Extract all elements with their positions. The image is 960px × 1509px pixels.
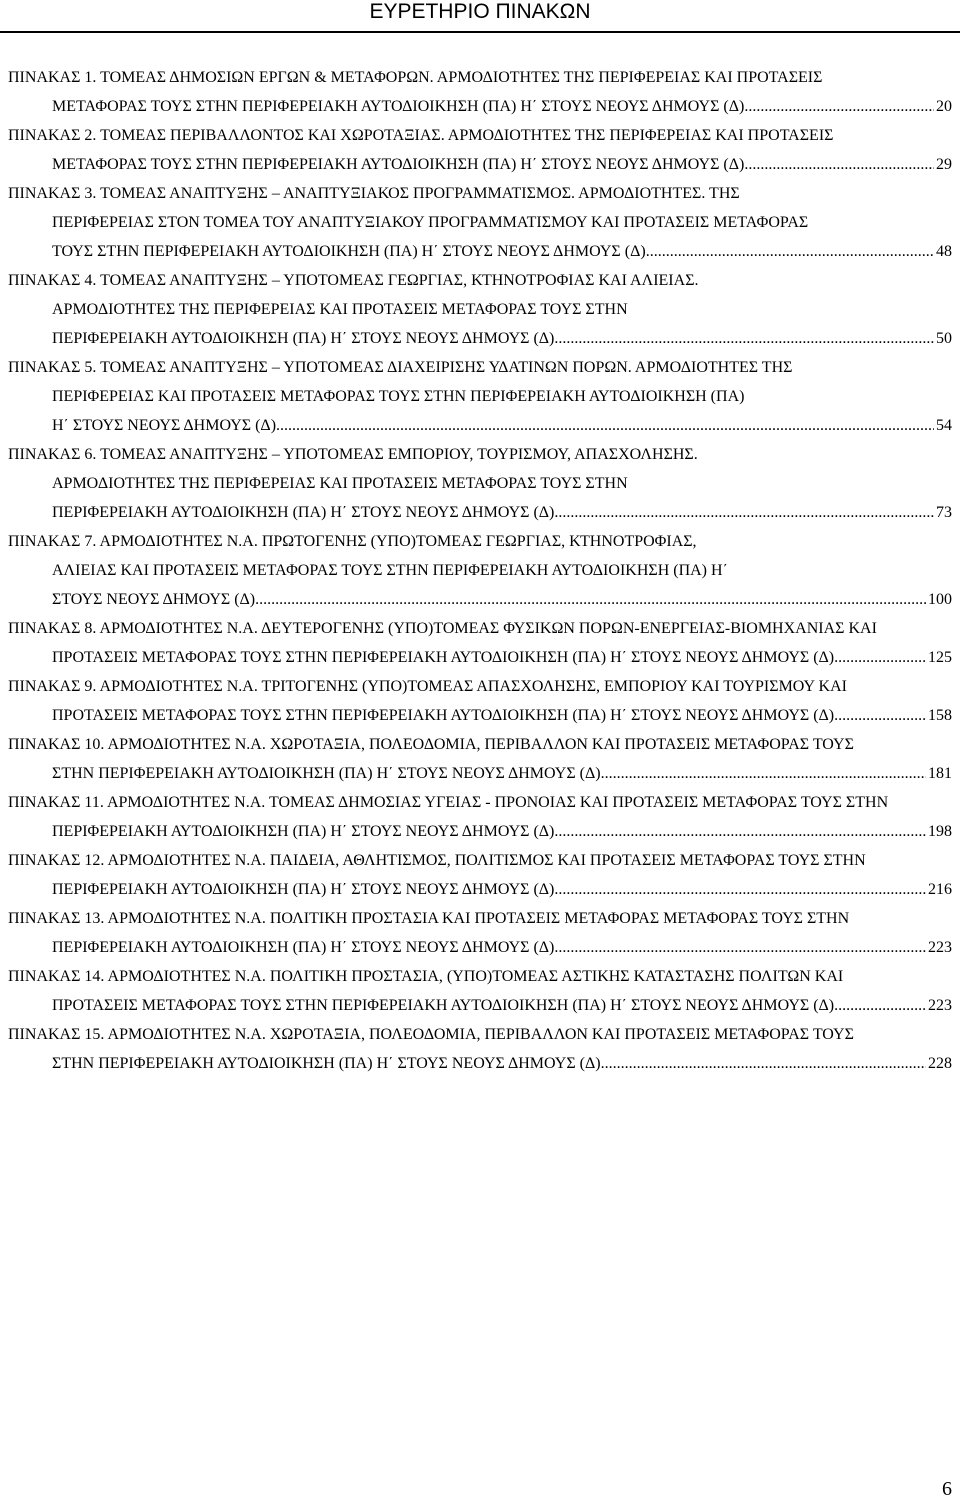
leader-dots [554,498,934,527]
toc-entry[interactable] [8,788,952,846]
toc-entry-line: ΑΡΜΟΔΙΟΤΗΤΕΣ ΤΗΣ ΠΕΡΙΦΕΡΕΙΑΣ ΚΑΙ ΠΡΟΤΑΣΕΙΣ ΜΕΤΑΦΟΡΑΣ ΤΟΥΣ ΣΤΗΝ [52,475,628,492]
toc-entry[interactable] [8,440,952,527]
toc-entry-line: ΠΙΝΑΚΑΣ 12. ΑΡΜΟΔΙΟΤΗΤΕΣ Ν.Α. ΠΑΙΔΕΙΑ, ΑΘΛΗΤΙΣΜΟΣ, ΠΟΛΙΤΙΣΜΟΣ ΚΑΙ ΠΡΟΤΑΣΕΙΣ ΜΕΤΑΦΟΡΑΣ ΤΟΥΣ ΣΤΗΝ [8,852,866,869]
toc-entry-last-line [8,92,952,121]
toc-entry-line: ΣΤΗΝ ΠΕΡΙΦΕΡΕΙΑΚΗ ΑΥΤΟΔΙΟΙΚΗΣΗ (ΠΑ) Η΄ ΣΤΟΥΣ ΝΕΟΥΣ ΔΗΜΟΥΣ (Δ) [52,765,601,782]
toc-entry-line: ΜΕΤΑΦΟΡΑΣ ΤΟΥΣ ΣΤΗΝ ΠΕΡΙΦΕΡΕΙΑΚΗ ΑΥΤΟΔΙΟΙΚΗΣΗ (ΠΑ) Η΄ ΣΤΟΥΣ ΝΕΟΥΣ ΔΗΜΟΥΣ (Δ) [52,98,745,115]
toc-entry[interactable] [8,962,952,1020]
toc-entry[interactable] [8,846,952,904]
toc-entry-line: ΠΙΝΑΚΑΣ 1. ΤΟΜΕΑΣ ΔΗΜΟΣΙΩΝ ΕΡΓΩΝ & ΜΕΤΑΦΟΡΩΝ. ΑΡΜΟΔΙΟΤΗΤΕΣ ΤΗΣ ΠΕΡΙΦΕΡΕΙΑΣ ΚΑΙ ΠΡΟΤΑΣΕΙΣ [8,69,823,86]
toc-entry-last-line [8,759,952,788]
leader-dots [554,817,926,846]
toc-entry-line: ΠΙΝΑΚΑΣ 10. ΑΡΜΟΔΙΟΤΗΤΕΣ Ν.Α. ΧΩΡΟΤΑΞΙΑ, ΠΟΛΕΟΔΟΜΙΑ, ΠΕΡΙΒΑΛΛΟΝ ΚΑΙ ΠΡΟΤΑΣΕΙΣ ΜΕΤΑΦΟΡΑΣ ΤΟΥΣ [8,736,854,753]
toc-entry-line: ΠΕΡΙΦΕΡΕΙΑΚΗ ΑΥΤΟΔΙΟΙΚΗΣΗ (ΠΑ) Η΄ ΣΤΟΥΣ ΝΕΟΥΣ ΔΗΜΟΥΣ (Δ) [52,504,555,521]
toc-page-number: 228 [928,1055,952,1072]
toc-entry-line: ΠΙΝΑΚΑΣ 3. ΤΟΜΕΑΣ ΑΝΑΠΤΥΞΗΣ – ΑΝΑΠΤΥΞΙΑΚΟΣ ΠΡΟΓΡΑΜΜΑΤΙΣΜΟΣ. ΑΡΜΟΔΙΟΤΗΤΕΣ. ΤΗΣ [8,185,740,202]
toc-entry[interactable] [8,121,952,179]
title-rule [0,31,960,33]
toc-page-number: 54 [936,417,952,434]
table-of-contents [8,63,952,1078]
toc-entry-line: ΠΙΝΑΚΑΣ 8. ΑΡΜΟΔΙΟΤΗΤΕΣ Ν.Α. ΔΕΥΤΕΡΟΓΕΝΗΣ (ΥΠΟ)ΤΟΜΕΑΣ ΦΥΣΙΚΩΝ ΠΟΡΩΝ-ΕΝΕΡΓΕΙΑΣ-ΒΙΟΜΗΧΑΝΙΑΣ ΚΑΙ [8,620,877,637]
toc-entry-last-line [8,237,952,266]
toc-entry-line: ΑΛΙΕΙΑΣ ΚΑΙ ΠΡΟΤΑΣΕΙΣ ΜΕΤΑΦΟΡΑΣ ΤΟΥΣ ΣΤΗΝ ΠΕΡΙΦΕΡΕΙΑΚΗ ΑΥΤΟΔΙΟΙΚΗΣΗ (ΠΑ) Η΄ [52,562,728,579]
toc-page-number: 50 [936,330,952,347]
toc-entry-last-line [8,991,952,1020]
toc-entry-line: Η΄ ΣΤΟΥΣ ΝΕΟΥΣ ΔΗΜΟΥΣ (Δ) [52,417,277,434]
toc-entry-line: ΠΙΝΑΚΑΣ 15. ΑΡΜΟΔΙΟΤΗΤΕΣ Ν.Α. ΧΩΡΟΤΑΞΙΑ, ΠΟΛΕΟΔΟΜΙΑ, ΠΕΡΙΒΑΛΛΟΝ ΚΑΙ ΠΡΟΤΑΣΕΙΣ ΜΕΤΑΦΟΡΑΣ ΤΟΥΣ [8,1026,854,1043]
leader-dots [646,237,934,266]
toc-page-number: 181 [928,765,952,782]
toc-entry-last-line [8,498,952,527]
leader-dots [601,1049,926,1078]
leader-dots [834,643,926,672]
toc-entry-line: ΠΡΟΤΑΣΕΙΣ ΜΕΤΑΦΟΡΑΣ ΤΟΥΣ ΣΤΗΝ ΠΕΡΙΦΕΡΕΙΑΚΗ ΑΥΤΟΔΙΟΙΚΗΣΗ (ΠΑ) Η΄ ΣΤΟΥΣ ΝΕΟΥΣ ΔΗΜΟΥΣ (Δ) [52,649,835,666]
toc-entry[interactable] [8,904,952,962]
toc-entry[interactable] [8,672,952,730]
toc-entry-line: ΠΕΡΙΦΕΡΕΙΑΣ ΣΤΟΝ ΤΟΜΕΑ ΤΟΥ ΑΝΑΠΤΥΞΙΑΚΟΥ ΠΡΟΓΡΑΜΜΑΤΙΣΜΟΥ ΚΑΙ ΠΡΟΤΑΣΕΙΣ ΜΕΤΑΦΟΡΑΣ [52,214,809,231]
page-title: ΕΥΡΕΤΗΡΙΟ ΠΙΝΑΚΩΝ [369,0,591,23]
toc-page-number: 125 [928,649,952,666]
toc-page-number: 100 [928,591,952,608]
toc-page-number: 198 [928,823,952,840]
toc-entry-line: ΠΙΝΑΚΑΣ 7. ΑΡΜΟΔΙΟΤΗΤΕΣ Ν.Α. ΠΡΩΤΟΓΕΝΗΣ (ΥΠΟ)ΤΟΜΕΑΣ ΓΕΩΡΓΙΑΣ, ΚΤΗΝΟΤΡΟΦΙΑΣ, [8,533,697,550]
leader-dots [601,759,926,788]
toc-entry[interactable] [8,527,952,614]
toc-entry-line: ΠΙΝΑΚΑΣ 13. ΑΡΜΟΔΙΟΤΗΤΕΣ Ν.Α. ΠΟΛΙΤΙΚΗ ΠΡΟΣΤΑΣΙΑ ΚΑΙ ΠΡΟΤΑΣΕΙΣ ΜΕΤΑΦΟΡΑΣ ΜΕΤΑΦΟΡΑΣ ΤΟΥΣ ΣΤΗΝ [8,910,850,927]
toc-entry-line: ΜΕΤΑΦΟΡΑΣ ΤΟΥΣ ΣΤΗΝ ΠΕΡΙΦΕΡΕΙΑΚΗ ΑΥΤΟΔΙΟΙΚΗΣΗ (ΠΑ) Η΄ ΣΤΟΥΣ ΝΕΟΥΣ ΔΗΜΟΥΣ (Δ) [52,156,745,173]
leader-dots [834,991,926,1020]
toc-entry[interactable] [8,353,952,440]
toc-entry-line: ΤΟΥΣ ΣΤΗΝ ΠΕΡΙΦΕΡΕΙΑΚΗ ΑΥΤΟΔΙΟΙΚΗΣΗ (ΠΑ) Η΄ ΣΤΟΥΣ ΝΕΟΥΣ ΔΗΜΟΥΣ (Δ) [52,243,646,260]
leader-dots [744,92,934,121]
toc-entry-last-line [8,701,952,730]
toc-entry[interactable] [8,179,952,266]
page-number: 6 [942,1478,952,1500]
toc-entry-last-line [8,933,952,962]
toc-entry-line: ΠΙΝΑΚΑΣ 2. ΤΟΜΕΑΣ ΠΕΡΙΒΑΛΛΟΝΤΟΣ ΚΑΙ ΧΩΡΟΤΑΞΙΑΣ. ΑΡΜΟΔΙΟΤΗΤΕΣ ΤΗΣ ΠΕΡΙΦΕΡΕΙΑΣ ΚΑΙ ΠΡΟΤΑΣΕΙΣ [8,127,834,144]
toc-entry-line: ΠΡΟΤΑΣΕΙΣ ΜΕΤΑΦΟΡΑΣ ΤΟΥΣ ΣΤΗΝ ΠΕΡΙΦΕΡΕΙΑΚΗ ΑΥΤΟΔΙΟΙΚΗΣΗ (ΠΑ) Η΄ ΣΤΟΥΣ ΝΕΟΥΣ ΔΗΜΟΥΣ (Δ) [52,997,835,1014]
toc-entry[interactable] [8,614,952,672]
toc-entry-line: ΠΕΡΙΦΕΡΕΙΑΚΗ ΑΥΤΟΔΙΟΙΚΗΣΗ (ΠΑ) Η΄ ΣΤΟΥΣ ΝΕΟΥΣ ΔΗΜΟΥΣ (Δ) [52,823,555,840]
toc-page-number: 216 [928,881,952,898]
toc-entry-last-line [8,875,952,904]
toc-entry[interactable] [8,1020,952,1078]
toc-entry[interactable] [8,266,952,353]
leader-dots [276,411,934,440]
toc-entry-last-line [8,411,952,440]
toc-entry-line: ΠΕΡΙΦΕΡΕΙΑΚΗ ΑΥΤΟΔΙΟΙΚΗΣΗ (ΠΑ) Η΄ ΣΤΟΥΣ ΝΕΟΥΣ ΔΗΜΟΥΣ (Δ) [52,330,555,347]
toc-entry-last-line [8,817,952,846]
toc-entry-line: ΠΡΟΤΑΣΕΙΣ ΜΕΤΑΦΟΡΑΣ ΤΟΥΣ ΣΤΗΝ ΠΕΡΙΦΕΡΕΙΑΚΗ ΑΥΤΟΔΙΟΙΚΗΣΗ (ΠΑ) Η΄ ΣΤΟΥΣ ΝΕΟΥΣ ΔΗΜΟΥΣ (Δ) [52,707,835,724]
toc-entry-line: ΑΡΜΟΔΙΟΤΗΤΕΣ ΤΗΣ ΠΕΡΙΦΕΡΕΙΑΣ ΚΑΙ ΠΡΟΤΑΣΕΙΣ ΜΕΤΑΦΟΡΑΣ ΤΟΥΣ ΣΤΗΝ [52,301,628,318]
toc-entry-last-line [8,1049,952,1078]
toc-entry-line: ΠΙΝΑΚΑΣ 4. ΤΟΜΕΑΣ ΑΝΑΠΤΥΞΗΣ – ΥΠΟΤΟΜΕΑΣ ΓΕΩΡΓΙΑΣ, ΚΤΗΝΟΤΡΟΦΙΑΣ ΚΑΙ ΑΛΙΕΙΑΣ. [8,272,699,289]
leader-dots [744,150,934,179]
toc-entry-last-line [8,643,952,672]
leader-dots [554,933,926,962]
leader-dots [834,701,926,730]
toc-page-number: 73 [936,504,952,521]
toc-entry-line: ΠΕΡΙΦΕΡΕΙΑΚΗ ΑΥΤΟΔΙΟΙΚΗΣΗ (ΠΑ) Η΄ ΣΤΟΥΣ ΝΕΟΥΣ ΔΗΜΟΥΣ (Δ) [52,939,555,956]
toc-entry-last-line [8,324,952,353]
toc-entry-last-line [8,585,952,614]
leader-dots [255,585,926,614]
toc-page-number: 223 [928,939,952,956]
toc-page-number: 223 [928,997,952,1014]
toc-entry-line: ΠΕΡΙΦΕΡΕΙΑΣ ΚΑΙ ΠΡΟΤΑΣΕΙΣ ΜΕΤΑΦΟΡΑΣ ΤΟΥΣ ΣΤΗΝ ΠΕΡΙΦΕΡΕΙΑΚΗ ΑΥΤΟΔΙΟΙΚΗΣΗ (ΠΑ) [52,388,745,405]
toc-entry-line: ΣΤΟΥΣ ΝΕΟΥΣ ΔΗΜΟΥΣ (Δ) [52,591,256,608]
toc-entry-line: ΠΕΡΙΦΕΡΕΙΑΚΗ ΑΥΤΟΔΙΟΙΚΗΣΗ (ΠΑ) Η΄ ΣΤΟΥΣ ΝΕΟΥΣ ΔΗΜΟΥΣ (Δ) [52,881,555,898]
toc-entry-line: ΠΙΝΑΚΑΣ 9. ΑΡΜΟΔΙΟΤΗΤΕΣ Ν.Α. ΤΡΙΤΟΓΕΝΗΣ (ΥΠΟ)ΤΟΜΕΑΣ ΑΠΑΣΧΟΛΗΣΗΣ, ΕΜΠΟΡΙΟΥ ΚΑΙ ΤΟΥΡΙΣΜΟΥ ΚΑΙ [8,678,847,695]
toc-page-number: 48 [936,243,952,260]
leader-dots [554,875,926,904]
toc-entry-line: ΠΙΝΑΚΑΣ 5. ΤΟΜΕΑΣ ΑΝΑΠΤΥΞΗΣ – ΥΠΟΤΟΜΕΑΣ ΔΙΑΧΕΙΡΙΣΗΣ ΥΔΑΤΙΝΩΝ ΠΟΡΩΝ. ΑΡΜΟΔΙΟΤΗΤΕΣ ΤΗΣ [8,359,793,376]
toc-page-number: 158 [928,707,952,724]
leader-dots [554,324,934,353]
toc-entry-line: ΣΤΗΝ ΠΕΡΙΦΕΡΕΙΑΚΗ ΑΥΤΟΔΙΟΙΚΗΣΗ (ΠΑ) Η΄ ΣΤΟΥΣ ΝΕΟΥΣ ΔΗΜΟΥΣ (Δ) [52,1055,601,1072]
toc-page-number: 29 [936,156,952,173]
toc-entry-line: ΠΙΝΑΚΑΣ 14. ΑΡΜΟΔΙΟΤΗΤΕΣ Ν.Α. ΠΟΛΙΤΙΚΗ ΠΡΟΣΤΑΣΙΑ, (ΥΠΟ)ΤΟΜΕΑΣ ΑΣΤΙΚΗΣ ΚΑΤΑΣΤΑΣΗΣ ΠΟΛΙΤΩΝ ΚΑΙ [8,968,844,985]
toc-entry-line: ΠΙΝΑΚΑΣ 11. ΑΡΜΟΔΙΟΤΗΤΕΣ Ν.Α. ΤΟΜΕΑΣ ΔΗΜΟΣΙΑΣ ΥΓΕΙΑΣ - ΠΡΟΝΟΙΑΣ ΚΑΙ ΠΡΟΤΑΣΕΙΣ ΜΕΤΑΦΟΡΑΣ ΤΟΥΣ ΣΤΗΝ [8,794,889,811]
toc-entry[interactable] [8,63,952,121]
toc-entry[interactable] [8,730,952,788]
toc-page-number: 20 [936,98,952,115]
toc-entry-line: ΠΙΝΑΚΑΣ 6. ΤΟΜΕΑΣ ΑΝΑΠΤΥΞΗΣ – ΥΠΟΤΟΜΕΑΣ ΕΜΠΟΡΙΟΥ, ΤΟΥΡΙΣΜΟΥ, ΑΠΑΣΧΟΛΗΣΗΣ. [8,446,698,463]
toc-entry-last-line [8,150,952,179]
